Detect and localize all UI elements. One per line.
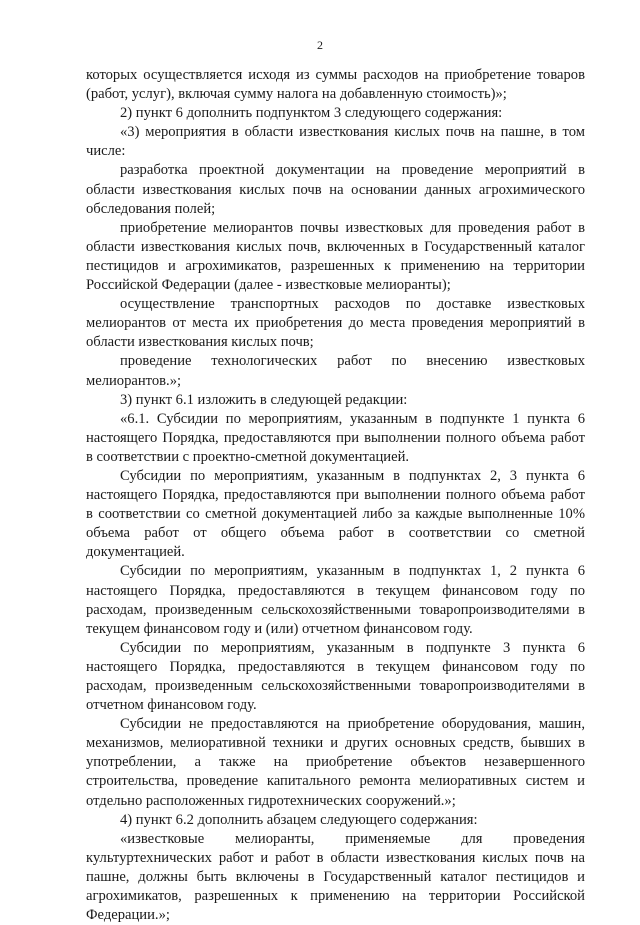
paragraph-amendment-4: 4) пункт 6.2 дополнить абзацем следующего содержания: [120, 811, 478, 828]
page-number: 2 [317, 38, 323, 52]
paragraph-subsidies-exclusions: Субсидии не предоставляются на приобретение оборудования, машин, механизмов, мелиоративной техники и других основных средств, бывших в употреблении, а также на приобретение объектов незавершенного строительства, проведение капитального ремонта мелиоративных систем и отдельно расположенных гидротехнических сооружений.»; [86, 716, 585, 809]
document-body [86, 66, 585, 925]
paragraph-subpoint-3: «3) мероприятия в области известкования кислых почв на пашне, в том числе: [86, 124, 585, 160]
paragraph-clause-6-1: «6.1. Субсидии по мероприятиям, указанным в подпункте 1 пункта 6 настоящего Порядка, предоставляются при выполнении полного объема работ в соответствии с проектно-сметной документацией. [86, 410, 585, 465]
paragraph-ameliorants-purchase: приобретение мелиорантов почвы известковых для проведения работ в области известкования кислых почв, включенных в Государственный каталог пестицидов и агрохимикатов, разрешенных к применению на территории Российской Федерации (далее - известковые мелиоранты); [86, 219, 585, 294]
paragraph-amendment-3: 3) пункт 6.1 изложить в следующей редакции: [120, 391, 408, 408]
paragraph-transport-costs: осуществление транспортных расходов по доставке известковых мелиорантов от места их приобретения до места проведения мероприятий в области известкования кислых почв; [86, 296, 585, 351]
paragraph-subsidies-1-2: Субсидии по мероприятиям, указанным в подпунктах 1, 2 пункта 6 настоящего Порядка, предоставляются в текущем финансовом году по расходам, произведенным сельскохозяйственными товаропроизводителями в текущем финансовом году и (или) отчетном финансовом году. [86, 563, 585, 637]
paragraph-continuation: которых осуществляется исходя из суммы расходов на приобретение товаров (работ, услуг), включая сумму налога на добавленную стоимость)»; [86, 67, 585, 103]
paragraph-subsidies-2-3: Субсидии по мероприятиям, указанным в подпунктах 2, 3 пункта 6 настоящего Порядка, предоставляются при выполнении полного объема работ в соответствии со сметной документацией либо за каждые выполненные 10% объема работ от общего объема работ в соответствии со сметной документацией. [86, 467, 585, 561]
paragraph-amendment-2: 2) пункт 6 дополнить подпунктом 3 следующего содержания: [120, 105, 503, 122]
paragraph-design-docs: разработка проектной документации на проведение мероприятий в области известкования кислых почв на основании данных агрохимического обследования полей; [86, 162, 585, 217]
paragraph-technological-works: проведение технологических работ по внесению известковых мелиорантов.»; [86, 353, 585, 389]
paragraph-subsidies-3: Субсидии по мероприятиям, указанным в подпункте 3 пункта 6 настоящего Порядка, предоставляются в текущем финансовом году по расходам, произведенным сельскохозяйственными товаропроизводителями в отчетном финансовом году. [86, 639, 585, 714]
paragraph-ameliorants-catalog: «известковые мелиоранты, применяемые для проведения культуртехнических работ и работ в области известкования кислых почв на пашне, должны быть включены в Государственный каталог пестицидов и агрохимикатов, разрешенных к применению на территории Российской Федерации.»; [86, 830, 585, 924]
